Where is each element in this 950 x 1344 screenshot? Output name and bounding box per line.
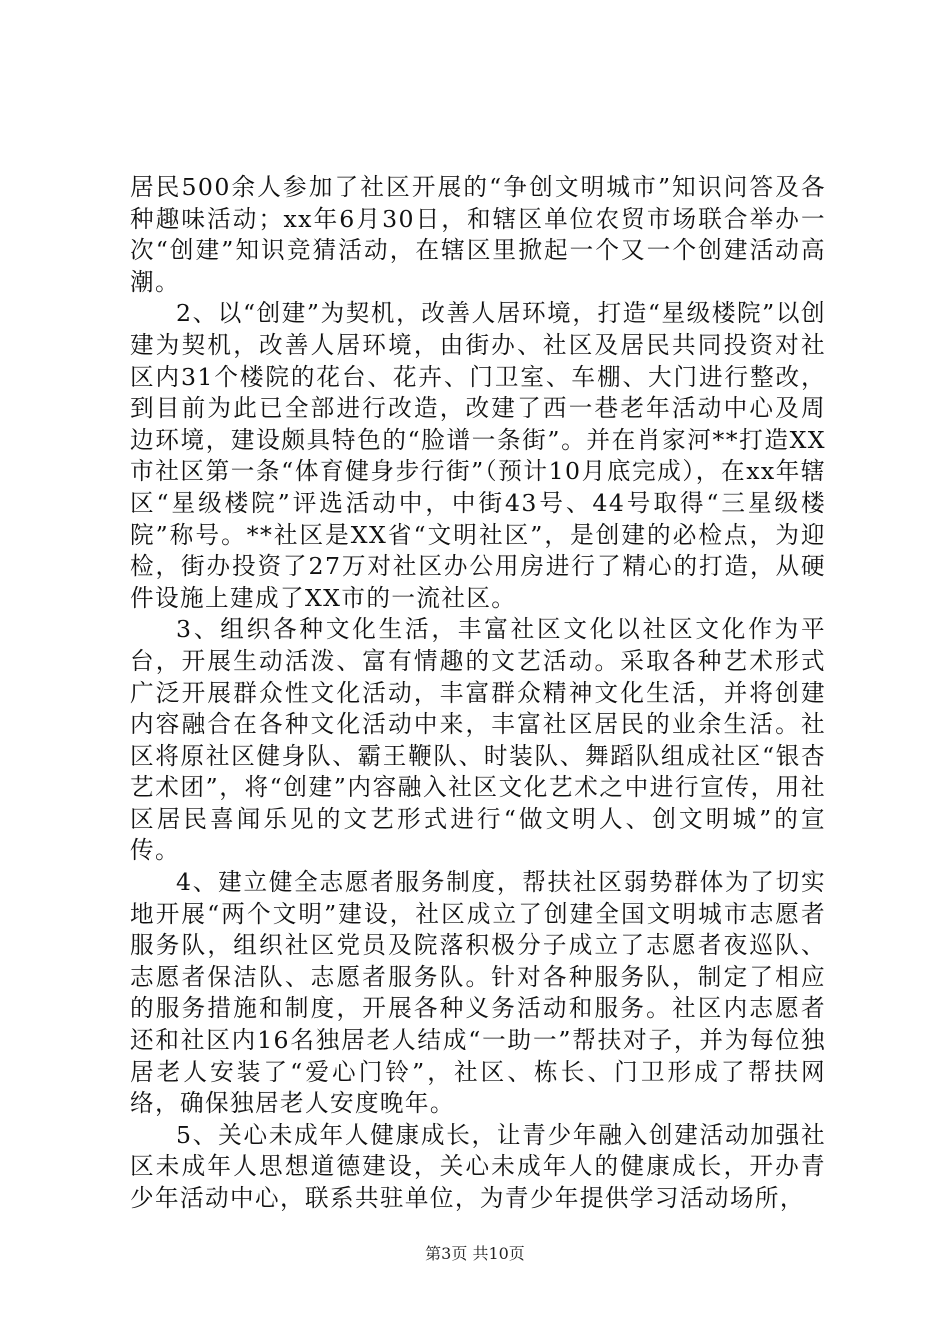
paragraph-item-3: 3、组织各种文化生活，丰富社区文化以社区文化作为平台，开展生动活泼、富有情趣的文艺活动。采取各种艺术形式广泛开展群众性文化活动，丰富群众精神文化生活，并将创建内容融合在各种文化活动中来，丰富社区居民的业余生活。社区将原社区健身队、霸王鞭队、时装队、舞蹈队组成社区“银杏艺术团”，将“创建”内容融入社区文化艺术之中进行宣传，用社区居民喜闻乐见的文艺形式进行“做文明人、创文明城”的宣传。: [130, 615, 826, 865]
document-body: [130, 172, 826, 1215]
paragraph-item-2: 2、以“创建”为契机，改善人居环境，打造“星级楼院”以创建为契机，改善人居环境，由街办、社区及居民共同投资对社区内31个楼院的花台、花卉、门卫室、车棚、大门进行整改，到目前为此已全部进行改造，改建了西一巷老年活动中心及周边环境，建设颇具特色的“脸谱一条街”。并在肖家河**打造XX市社区第一条“体育健身步行街”（预计10月底完成），在xx年辖区“星级楼院”评选活动中，中街43号、44号取得“三星级楼院”称号。**社区是XX省“文明社区”，是创建的必检点，为迎检，街办投资了27万对社区办公用房进行了精心的打造，从硬件设施上建成了XX市的一流社区。: [130, 299, 826, 612]
paragraph-item-4: 4、建立健全志愿者服务制度，帮扶社区弱势群体为了切实地开展“两个文明”建设，社区成立了创建全国文明城市志愿者服务队，组织社区党员及院落积极分子成立了志愿者夜巡队、志愿者保洁队、志愿者服务队。针对各种服务队，制定了相应的服务措施和制度，开展各种义务活动和服务。社区内志愿者还和社区内16名独居老人结成“一助一”帮扶对子，并为每位独居老人安装了“爱心门铃”，社区、栋长、门卫形成了帮扶网络，确保独居老人安度晚年。: [130, 868, 826, 1118]
page-number-footer: 第3页 共10页: [425, 1244, 525, 1263]
paragraph-continuation: 居民500余人参加了社区开展的“争创文明城市”知识问答及各种趣味活动；xx年6月30日，和辖区单位农贸市场联合举办一次“创建”知识竞猜活动，在辖区里掀起一个又一个创建活动高潮。: [130, 173, 826, 296]
paragraph-item-5: 5、关心未成年人健康成长，让青少年融入创建活动加强社区未成年人思想道德建设，关心未成年人的健康成长，开办青少年活动中心，联系共驻单位，为青少年提供学习活动场所，: [130, 1120, 826, 1212]
